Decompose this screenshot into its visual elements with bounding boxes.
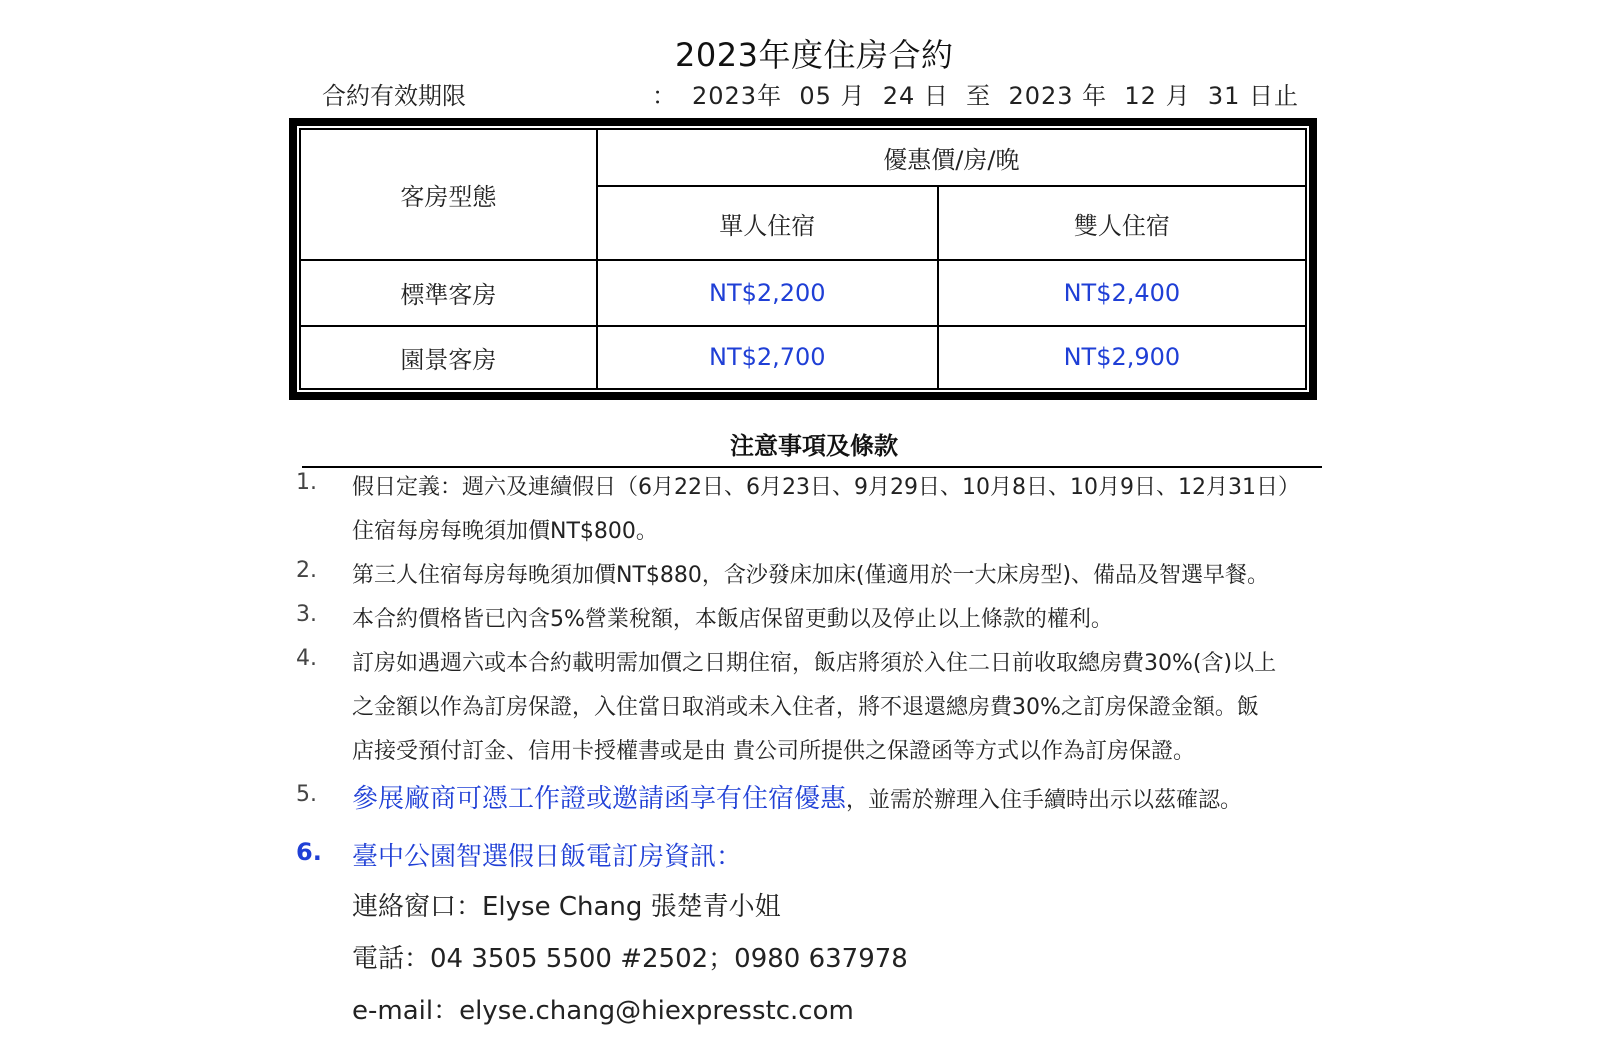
double-header: 雙人住宿 bbox=[938, 186, 1306, 260]
note-number: 1. bbox=[296, 470, 317, 495]
document-title: 2023年度住房合約 bbox=[675, 36, 954, 74]
single-price: NT$2,200 bbox=[597, 260, 938, 326]
room-name: 標準客房 bbox=[300, 260, 597, 326]
contact-email[interactable]: e-mail：elyse.chang@hiexpresstc.com bbox=[352, 996, 854, 1026]
note-text: 住宿每房每晚須加價NT$800。 bbox=[352, 519, 658, 544]
room-name: 園景客房 bbox=[300, 326, 597, 390]
rate-table bbox=[289, 118, 1317, 400]
note-number: 6. bbox=[296, 838, 322, 866]
note-number: 5. bbox=[296, 782, 317, 807]
contact-person: 連絡窗口：Elyse Chang 張楚青小姐 bbox=[352, 892, 781, 922]
single-header: 單人住宿 bbox=[597, 186, 938, 260]
single-price: NT$2,700 bbox=[597, 326, 938, 390]
double-price: NT$2,400 bbox=[938, 260, 1306, 326]
rate-table-grid bbox=[299, 128, 1307, 390]
note-text: 店接受預付訂金、信用卡授權書或是由 貴公司所提供之保證函等方式以作為訂房保證。 bbox=[352, 739, 1195, 764]
note-number: 2. bbox=[296, 558, 317, 583]
note-text bbox=[352, 778, 1242, 815]
table-row bbox=[300, 260, 1306, 326]
double-price: NT$2,900 bbox=[938, 326, 1306, 390]
note-number: 4. bbox=[296, 646, 317, 671]
validity-colon: ： bbox=[652, 82, 676, 110]
validity-label: 合約有效期限 bbox=[322, 82, 466, 110]
note-number: 3. bbox=[296, 602, 317, 627]
note-text: 假日定義：週六及連續假日（6月22日、6月23日、9月29日、10月8日、10月9日、12月31日） bbox=[352, 475, 1300, 500]
notes-divider bbox=[302, 466, 1322, 468]
price-header: 優惠價/房/晚 bbox=[597, 129, 1306, 186]
room-type-header: 客房型態 bbox=[300, 129, 597, 260]
note-text: 本合約價格皆已內含5%營業稅額，本飯店保留更動以及停止以上條款的權利。 bbox=[352, 607, 1113, 632]
note-text: 第三人住宿每房每晚須加價NT$880，含沙發床加床(僅適用於一大床房型)、備品及智選早餐。 bbox=[352, 563, 1270, 588]
note-text: 訂房如遇週六或本合約載明需加價之日期住宿，飯店將須於入住二日前收取總房費30%(含)以上 bbox=[352, 651, 1277, 676]
note-text: 之金額以作為訂房保證，入住當日取消或未入住者，將不退還總房費30%之訂房保證金額。飯 bbox=[352, 695, 1259, 720]
validity-value: 2023年 05 月 24 日 至 2023 年 12 月 31 日止 bbox=[692, 82, 1300, 110]
note-highlight: 參展廠商可憑工作證或邀請函享有住宿優惠 bbox=[352, 784, 847, 814]
notes-title: 注意事項及條款 bbox=[730, 432, 898, 460]
note-rest: ，並需於辦理入住手續時出示以茲確認。 bbox=[846, 788, 1243, 813]
table-row bbox=[300, 326, 1306, 390]
contact-phone: 電話：04 3505 5500 #2502；0980 637978 bbox=[352, 944, 908, 974]
booking-info-title: 臺中公園智選假日飯電訂房資訊： bbox=[352, 842, 743, 872]
